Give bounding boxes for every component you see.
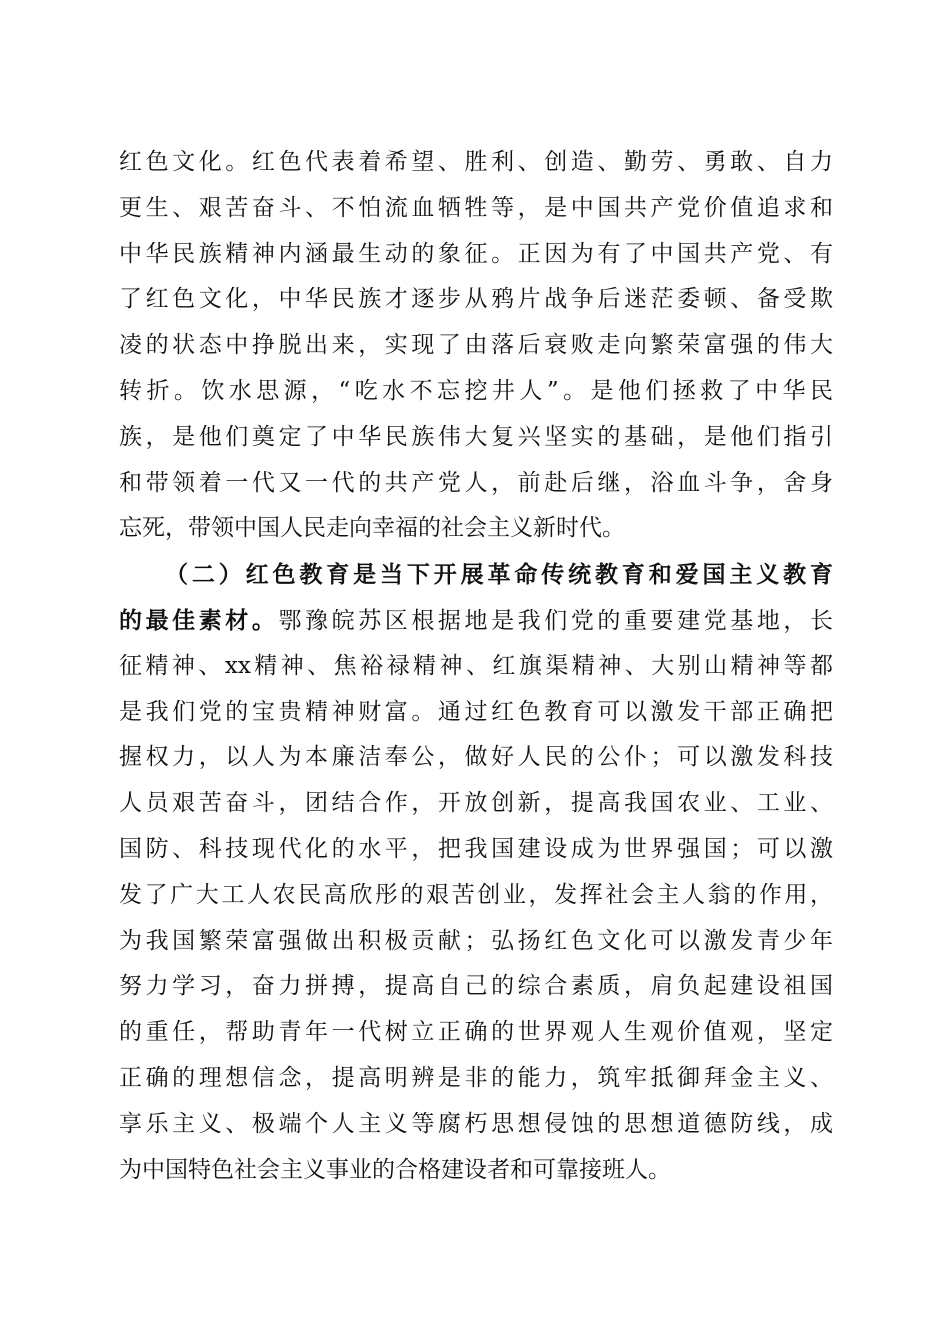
text-line: 凌的状态中挣脱出来，实现了由落后衰败走向繁荣富强的伟大 bbox=[119, 332, 833, 359]
text-line: 族，是他们奠定了中华民族伟大复兴坚实的基础，是他们指引 bbox=[119, 423, 833, 450]
text-line: 人员艰苦奋斗，团结合作，开放创新，提高我国农业、工业、 bbox=[119, 790, 833, 817]
text-line: 为我国繁荣富强做出积极贡献；弘扬红色文化可以激发青少年 bbox=[119, 927, 833, 954]
text-line: 享乐主义、极端个人主义等腐朽思想侵蚀的思想道德防线，成 bbox=[119, 1110, 833, 1137]
text-line: 红色文化。红色代表着希望、胜利、创造、勤劳、勇敢、自力 bbox=[119, 149, 833, 175]
section-heading-end: 的最佳素材。 bbox=[119, 606, 279, 634]
paragraph-red-culture bbox=[119, 140, 833, 552]
text-line: 努力学习，奋力拼搏，提高自己的综合素质，肩负起建设祖国 bbox=[119, 973, 833, 1000]
text-line: 握权力，以人为本廉洁奉公，做好人民的公仆；可以激发科技 bbox=[119, 744, 833, 771]
text-line: 是我们党的宝贵精神财富。通过红色教育可以激发干部正确把 bbox=[119, 698, 833, 725]
text-line: 更生、艰苦奋斗、不怕流血牺牲等，是中国共产党价值追求和 bbox=[119, 194, 833, 221]
text-line: 为中国特色社会主义事业的合格建设者和可靠接班人。 bbox=[119, 1156, 671, 1183]
text-line: 正确的理想信念，提高明辨是非的能力，筑牢抵御拜金主义、 bbox=[119, 1064, 833, 1091]
section-heading-line: （二）红色教育是当下开展革命传统教育和爱国主义教育 bbox=[165, 561, 833, 589]
text-line: 忘死，带领中国人民走向幸福的社会主义新时代。 bbox=[119, 515, 625, 542]
text-line: 和带领着一代又一代的共产党人，前赴后继，浴血斗争，舍身 bbox=[119, 469, 833, 496]
text-line: 了红色文化，中华民族才逐步从鸦片战争后迷茫委顿、备受欺 bbox=[119, 286, 833, 313]
text-line: 征精神、xx精神、焦裕禄精神、红旗渠精神、大别山精神等都 bbox=[119, 652, 833, 679]
text-line: 发了广大工人农民高欣彤的艰苦创业，发挥社会主人翁的作用， bbox=[119, 881, 833, 908]
document-body bbox=[119, 140, 833, 1193]
text-line: 的重任，帮助青年一代树立正确的世界观人生观价值观，坚定 bbox=[119, 1019, 833, 1046]
text-line bbox=[119, 598, 833, 644]
text-line: 转折。饮水思源，“吃水不忘挖井人”。是他们拯救了中华民 bbox=[119, 377, 833, 404]
text-span: 鄂豫皖苏区根据地是我们党的重要建党基地，长 bbox=[278, 607, 833, 634]
text-line: 国防、科技现代化的水平，把我国建设成为世界强国；可以激 bbox=[119, 835, 833, 862]
text-line: 中华民族精神内涵最生动的象征。正因为有了中国共产党、有 bbox=[119, 240, 833, 267]
paragraph-red-education bbox=[119, 552, 833, 1193]
